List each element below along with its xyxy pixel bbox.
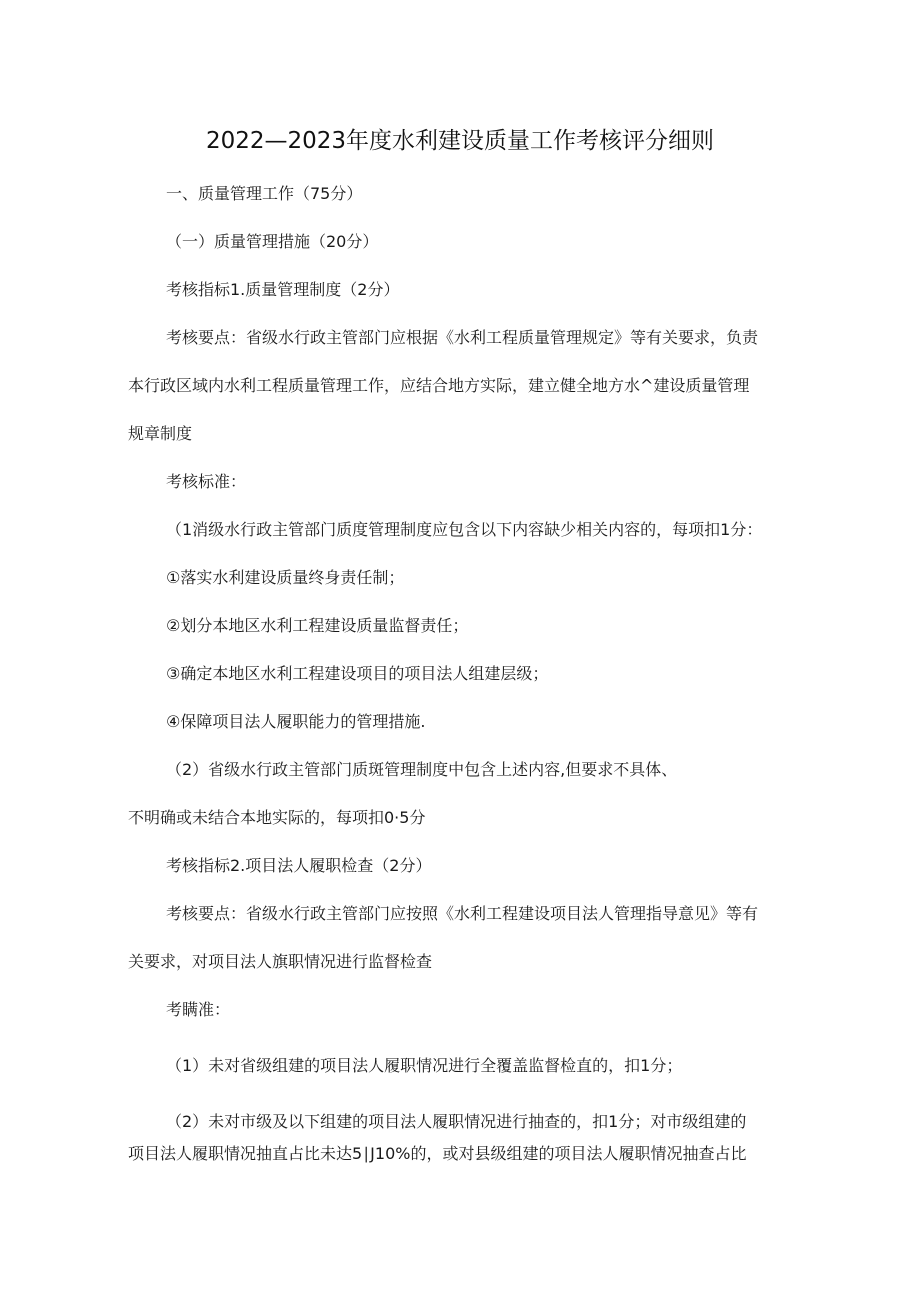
criteria-subitem-3: ③确定本地区水利工程建设项目的项目法人组建层级； — [166, 664, 549, 683]
key-points-2-line-2: 关要求，对项目法人旗职情况进行监督检查 — [128, 952, 433, 971]
section-heading-quality-management: 一、质量管理工作（75分） — [166, 184, 363, 203]
key-points-line-3: 规章制度 — [128, 424, 193, 443]
indicator-heading-2: 考核指标2.项目法人履职检查（2分） — [166, 856, 432, 875]
criteria-heading-2: 考瞒准： — [166, 1000, 231, 1019]
key-points-line-1: 考核要点：省级水行政主管部门应根据《水利工程质量管理规定》等有关要求，负责 — [166, 328, 759, 347]
criteria-item-2-line-1: （2）省级水行政主管部门质斑管理制度中包含上述内容,但要求不具体、 — [166, 760, 678, 779]
criteria-item-1: （1消级水行政主管部门质度管理制度应包含以下内容缺少相关内容的，每项扣1分： — [166, 520, 763, 539]
document-title: 2022—2023年度水利建设质量工作考核评分细则 — [205, 128, 715, 154]
criteria-heading-1: 考核标准： — [166, 472, 247, 491]
criteria-2-item-2-line-1: （2）未对市级及以下组建的项目法人履职情况进行抽查的，扣1分；对市级组建的 — [166, 1112, 747, 1131]
criteria-subitem-2: ②划分本地区水利工程建设质量监督责任； — [166, 616, 469, 635]
criteria-subitem-4: ④保障项目法人履职能力的管理措施. — [166, 712, 426, 731]
key-points-line-2: 本行政区域内水利工程质量管理工作，应结合地方实际，建立健全地方水^建设质量管理 — [128, 376, 750, 395]
criteria-item-2-line-2: 不明确或未结合本地实际的，每项扣0·5分 — [128, 808, 426, 827]
criteria-subitem-1: ①落实水利建设质量终身责任制； — [166, 568, 405, 587]
key-points-2-line-1: 考核要点：省级水行政主管部门应按照《水利工程建设项目法人管理指导意见》等有 — [166, 904, 759, 923]
subsection-heading-quality-measures: （一）质量管理措施（20分） — [166, 232, 379, 251]
indicator-heading-1: 考核指标1.质量管理制度（2分） — [166, 280, 400, 299]
criteria-2-item-1: （1）未对省级组建的项目法人履职情况进行全覆盖监督检直的，扣1分； — [166, 1056, 683, 1075]
criteria-2-item-2-line-2: 项目法人履职情况抽直占比未达5∣J10%的，或对县级组建的项目法人履职情况抽查占比 — [128, 1144, 747, 1163]
